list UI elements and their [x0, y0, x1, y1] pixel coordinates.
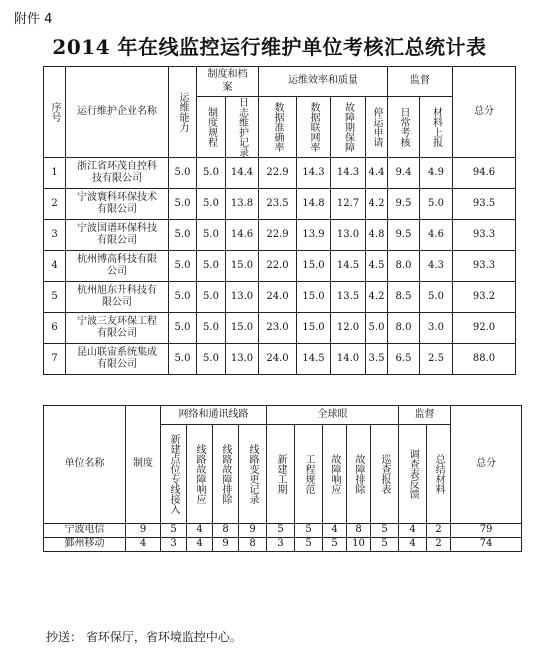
cell-survey: 4	[399, 524, 427, 538]
network-assessment-table	[43, 405, 522, 552]
cell-stop-apply: 5.0	[366, 313, 388, 344]
cell-eye-fault-response: 5	[323, 538, 347, 552]
cell-standard: 5	[295, 538, 323, 552]
cell-system: 5.0	[197, 251, 226, 282]
cell-material: 4.3	[420, 251, 453, 282]
col-new-point-header: 新建点位专线接入	[161, 425, 187, 524]
cell-total: 88.0	[453, 344, 516, 375]
cell-stop-apply: 3.5	[366, 344, 388, 375]
cell-accuracy: 23.0	[259, 313, 297, 344]
table-row	[44, 538, 522, 552]
cell-log: 13.0	[226, 344, 259, 375]
table-row	[44, 282, 516, 313]
cell-log: 15.0	[226, 251, 259, 282]
group-supervision-header: 监督	[399, 406, 451, 425]
cell-unit: 鄞州移动	[44, 538, 126, 552]
cell-capacity: 5.0	[169, 189, 197, 220]
cell-stop-apply: 4.4	[366, 158, 388, 189]
cell-fault-clear: 8	[213, 524, 239, 538]
cell-total: 93.5	[453, 189, 516, 220]
cell-company: 杭州旭东升科技有 限公司	[66, 282, 169, 313]
cell-eye-fault-clear: 8	[347, 524, 371, 538]
cell-material: 5.0	[420, 282, 453, 313]
col-summary-header: 总结材料	[427, 425, 451, 524]
cell-stop-apply: 4.2	[366, 282, 388, 313]
cell-system: 5.0	[197, 313, 226, 344]
attachment-label: 附件 4	[14, 12, 53, 27]
cell-networking: 15.0	[297, 313, 331, 344]
cell-seq: 3	[44, 220, 66, 251]
cell-seq: 5	[44, 282, 66, 313]
col-inspection-header: 巡查报表	[371, 425, 399, 524]
cell-log: 15.0	[226, 313, 259, 344]
cell-system: 9	[126, 524, 161, 538]
cell-total: 93.3	[453, 251, 516, 282]
cell-networking: 14.3	[297, 158, 331, 189]
cell-summary: 2	[427, 538, 451, 552]
cell-material: 4.6	[420, 220, 453, 251]
cell-accuracy: 23.5	[259, 189, 297, 220]
cell-accuracy: 22.9	[259, 220, 297, 251]
cell-material: 5.0	[420, 189, 453, 220]
col-fault-clear-header: 线路故障排除	[213, 425, 239, 524]
cell-seq: 6	[44, 313, 66, 344]
cell-total: 93.2	[453, 282, 516, 313]
cell-fault-repair: 14.0	[331, 344, 366, 375]
cell-summary: 2	[427, 524, 451, 538]
col-networking-header: 数据联网率	[297, 97, 331, 158]
cell-total: 94.6	[453, 158, 516, 189]
table-row	[44, 158, 516, 189]
cell-log: 13.8	[226, 189, 259, 220]
table-row	[44, 251, 516, 282]
group-system-header: 制度和档案	[197, 67, 259, 97]
page-title: 2014 年在线监控运行维护单位考核汇总统计表	[52, 35, 487, 59]
cell-change-record: 9	[239, 524, 267, 538]
cell-daily-check: 9.5	[388, 220, 420, 251]
cell-log: 14.4	[226, 158, 259, 189]
cell-daily-check: 8.0	[388, 313, 420, 344]
cell-daily-check: 8.5	[388, 282, 420, 313]
cell-new-period: 5	[267, 524, 295, 538]
col-system-header: 制度规程	[197, 97, 226, 158]
cell-capacity: 5.0	[169, 251, 197, 282]
cell-log: 13.0	[226, 282, 259, 313]
assessment-table	[43, 66, 516, 375]
table-row	[44, 313, 516, 344]
cell-seq: 2	[44, 189, 66, 220]
cell-new-period: 3	[267, 538, 295, 552]
cell-total: 92.0	[453, 313, 516, 344]
table-row	[44, 189, 516, 220]
col-eye-fault-response-header: 故障响应	[323, 425, 347, 524]
cell-company: 宁波寰科环保技术 有限公司	[66, 189, 169, 220]
col-total-header: 总分	[453, 67, 516, 158]
cell-material: 4.9	[420, 158, 453, 189]
cell-total: 74	[451, 538, 522, 552]
col-fault-repair-header: 故障期保障	[331, 97, 366, 158]
cell-networking: 13.9	[297, 220, 331, 251]
cell-company: 宁波国谱环保科技 有限公司	[66, 220, 169, 251]
col-change-record-header: 线路变更记录	[239, 425, 267, 524]
col-fault-response-header: 线路故障响应	[187, 425, 213, 524]
cell-new-point: 5	[161, 524, 187, 538]
group-eye-header: 全球眼	[267, 406, 399, 425]
cell-capacity: 5.0	[169, 158, 197, 189]
cell-daily-check: 8.0	[388, 251, 420, 282]
col-system-header: 制度	[126, 406, 161, 524]
cell-stop-apply: 4.2	[366, 189, 388, 220]
cell-fault-repair: 13.0	[331, 220, 366, 251]
cell-system: 4	[126, 538, 161, 552]
cell-survey: 4	[399, 538, 427, 552]
group-network-header: 网络和通讯线路	[161, 406, 267, 425]
cell-fault-repair: 12.7	[331, 189, 366, 220]
cell-total: 93.3	[453, 220, 516, 251]
cell-fault-repair: 14.5	[331, 251, 366, 282]
cell-capacity: 5.0	[169, 220, 197, 251]
cell-company: 杭州博高科技有限 公司	[66, 251, 169, 282]
cell-accuracy: 22.0	[259, 251, 297, 282]
cell-inspection: 5	[371, 524, 399, 538]
col-capacity-header: 运维能力	[169, 67, 197, 158]
cell-standard: 5	[295, 524, 323, 538]
col-seq-header: 序号	[44, 67, 66, 158]
col-standard-header: 工程规范	[295, 425, 323, 524]
col-daily-check-header: 日常考核	[388, 97, 420, 158]
cell-seq: 1	[44, 158, 66, 189]
cell-fault-response: 4	[187, 538, 213, 552]
col-accuracy-header: 数据准确率	[259, 97, 297, 158]
cell-inspection: 5	[371, 538, 399, 552]
cell-log: 14.6	[226, 220, 259, 251]
cell-system: 5.0	[197, 282, 226, 313]
cell-networking: 15.0	[297, 282, 331, 313]
table-row	[44, 344, 516, 375]
col-total-header: 总分	[451, 406, 522, 524]
cell-accuracy: 22.9	[259, 158, 297, 189]
col-material-header: 材料上报	[420, 97, 453, 158]
table-row	[44, 220, 516, 251]
col-eye-fault-clear-header: 故障排除	[347, 425, 371, 524]
cell-change-record: 8	[239, 538, 267, 552]
cell-capacity: 5.0	[169, 344, 197, 375]
group-efficiency-header: 运维效率和质量	[259, 67, 388, 97]
cell-accuracy: 24.0	[259, 344, 297, 375]
cell-company: 宁波三友环保工程 有限公司	[66, 313, 169, 344]
cell-daily-check: 9.4	[388, 158, 420, 189]
cell-eye-fault-response: 4	[323, 524, 347, 538]
cell-system: 5.0	[197, 158, 226, 189]
cell-capacity: 5.0	[169, 313, 197, 344]
cell-system: 5.0	[197, 344, 226, 375]
cell-seq: 7	[44, 344, 66, 375]
col-unit-header: 单位名称	[44, 406, 126, 524]
cell-total: 79	[451, 524, 522, 538]
col-survey-header: 调查表反馈	[399, 425, 427, 524]
col-stop-apply-header: 停运申请	[366, 97, 388, 158]
cell-fault-repair: 12.0	[331, 313, 366, 344]
cell-eye-fault-clear: 10	[347, 538, 371, 552]
table-row	[44, 524, 522, 538]
cell-unit: 宁波电信	[44, 524, 126, 538]
col-new-period-header: 新建工期	[267, 425, 295, 524]
cell-stop-apply: 4.8	[366, 220, 388, 251]
cell-fault-repair: 14.3	[331, 158, 366, 189]
cell-material: 3.0	[420, 313, 453, 344]
cell-stop-apply: 4.5	[366, 251, 388, 282]
cell-networking: 15.0	[297, 251, 331, 282]
cc-note: 抄送： 省环保厅，省环境监控中心。	[46, 630, 242, 644]
group-supervision-header: 监督	[388, 67, 453, 97]
cell-fault-repair: 13.5	[331, 282, 366, 313]
cell-daily-check: 9.5	[388, 189, 420, 220]
cell-accuracy: 24.0	[259, 282, 297, 313]
col-log-header: 日志维护记录	[226, 97, 259, 158]
col-company-header: 运行维护企业名称	[66, 67, 169, 158]
cell-company: 昆山联宙系统集成 有限公司	[66, 344, 169, 375]
cell-system: 5.0	[197, 189, 226, 220]
cell-material: 2.5	[420, 344, 453, 375]
cell-seq: 4	[44, 251, 66, 282]
cell-system: 5.0	[197, 220, 226, 251]
cell-daily-check: 6.5	[388, 344, 420, 375]
cell-networking: 14.8	[297, 189, 331, 220]
cell-new-point: 3	[161, 538, 187, 552]
cell-capacity: 5.0	[169, 282, 197, 313]
cell-company: 浙江省环茂自控科 技有限公司	[66, 158, 169, 189]
cell-fault-response: 4	[187, 524, 213, 538]
cell-networking: 14.5	[297, 344, 331, 375]
cell-fault-clear: 9	[213, 538, 239, 552]
